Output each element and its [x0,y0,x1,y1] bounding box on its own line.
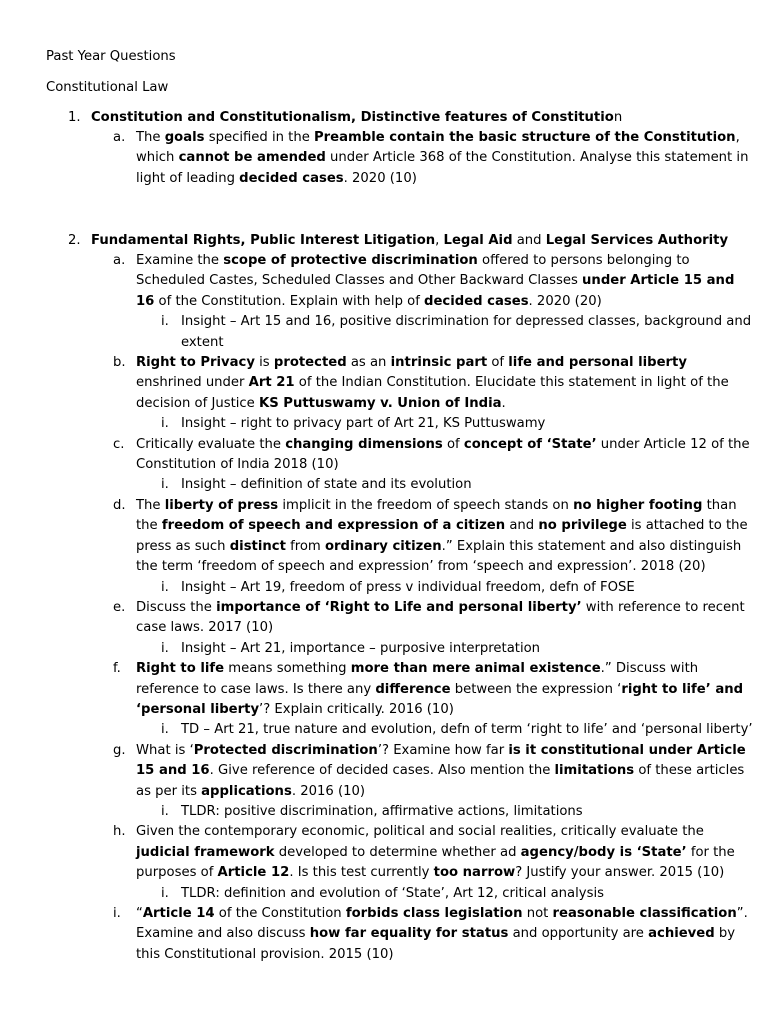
question-letter: e. [113,599,126,615]
question-text-run: goals [164,130,205,145]
insight-text: Insight – right to privacy part of Art 21, KS Puttuswamy [181,416,546,432]
question-letter: h. [113,824,126,840]
question-text-run: distinct [229,538,286,554]
question-letter: i. [113,906,121,921]
question-text-run: concept of ‘State’ [463,436,597,452]
insight-note [46,720,756,740]
document-subtitle: Constitutional Law [46,80,169,95]
question-text-run: enshrined under [136,375,249,391]
question-text-run: under Article 368 of the Constitution. Analyse this statement in light of leading [136,150,749,186]
question-text-run: life and personal liberty [508,355,687,371]
question-text-run: .” Explain this statement and also distinguish the term ‘freedom of speech and expression’ from ‘speech and expression’. 2018 (20) [136,538,742,575]
insight-number: i. [161,640,169,656]
question-text-run: and opportunity are [508,926,649,942]
question-text-run: forbids class legislation [345,906,523,921]
section [46,108,749,189]
question-text-run: KS Puttuswamy v. Union of India [258,395,502,411]
question [46,353,756,414]
question-text-run: judicial framework [136,844,275,860]
insight-text: Insight – Art 21, importance – purposive interpretation [181,640,541,656]
question-text-run: The [136,130,165,145]
insight-number: i. [161,885,169,901]
question-text-run: of the Constitution. Explain with help of [154,293,425,309]
section [46,231,753,965]
title-run: and [512,233,546,248]
question-text-run: freedom of speech and expression of a citizen [161,518,506,534]
section-number: 1. [68,110,81,125]
question [46,435,756,476]
question-text-run: applications [201,783,292,799]
question-text-run: scope of protective discrimination [223,253,478,268]
question-text-run: cannot be amended [178,150,326,166]
question-text-run: intrinsic part [390,355,488,371]
question-text-run: no privilege [538,518,627,534]
insight-number: i. [161,416,169,432]
insight-text: Insight – Art 15 and 16, positive discrimination for depressed classes, background and extent [181,314,752,350]
question-text-run: no higher footing [573,497,703,513]
question-text-run: more than mere animal existence [350,661,601,677]
insight-number: i. [161,477,169,493]
insight-note [46,884,756,904]
section-number: 2. [68,233,81,248]
question-text-run: of [442,436,464,452]
insight-note [46,639,756,659]
question-text-run: , which [136,130,740,166]
question [46,598,756,639]
question-text-run: of [487,355,509,371]
question-text-run: is [254,355,274,371]
question-text-run: too narrow [433,865,516,881]
question-text-run: .” Discuss with reference to case laws. Is there any [136,661,699,697]
insight-number: i. [161,579,169,595]
question-text-run: is it constitutional under Article 15 and 16 [136,742,746,779]
question-text-run: Art 21 [248,375,295,391]
question-text-run: is attached to the press as such [136,518,748,554]
insight-note [46,312,756,353]
title-run: Legal Services Authority [545,233,729,248]
question-text-run: ordinary citizen [324,538,442,554]
question-text-run: with reference to recent case laws. 2017 (10) [136,599,745,636]
question-text-run: Right to Privacy [136,355,255,371]
question-text-run: for the purposes of [136,844,735,881]
question-text-run: difference [375,681,451,697]
question-text-run: of the Constitution [214,906,346,921]
question-text-run: how far equality for status [309,926,509,942]
insight-note [46,578,756,598]
question [46,659,756,720]
question [46,741,756,802]
question-text-run: liberty of press [164,497,279,513]
insight-number: i. [161,722,169,738]
question-letter: f. [113,661,121,677]
title-run: Fundamental Rights, Public Interest Litigation [91,233,436,248]
question-text-run: . 2016 (10) [291,783,366,799]
question-text-run: decided cases [424,293,529,309]
question-text-run: Preamble contain the basic structure of the Constitution [314,130,736,145]
question-text-run: Article 12 [217,865,290,881]
question-text-run: of the Indian Constitution. Elucidate this statement in light of the decision of Justice [136,375,729,411]
question-text-run: achieved [648,926,715,942]
question-text-run: under Article 12 of the Constitution of India 2018 (10) [136,436,750,473]
question-letter: d. [113,497,126,513]
question-text-run: agency/body is ‘State’ [520,844,687,860]
insight-note [46,802,756,822]
title-run: , [435,233,444,248]
question-text-run: . 2020 (20) [528,293,602,309]
question-text-run: Discuss the [136,599,217,615]
insight-text: TD – Art 21, true nature and evolution, defn of term ‘right to life’ and ‘personal liberty’ [181,722,753,738]
question-text-run: and [505,518,539,534]
title-run: Constitution and Constitutionalism, Distinctive features of Constitutio [91,110,614,125]
question-text-run: by this Constitutional provision. 2015 (10) [136,926,736,962]
question-text-run: means something [224,661,351,677]
question-text-run: The [136,497,165,513]
question-text-run: Examine the [136,253,224,268]
question-text-run: developed to determine whether ad [274,844,521,860]
insight-note [46,475,756,495]
question-text-run: decided cases [239,170,344,186]
question-text-run: What is ‘ [136,742,194,758]
question-text-run: right to life’ and ‘personal liberty [136,681,744,717]
question-text-run: as an [346,355,391,371]
question-text-run: ’? Examine how far [377,742,509,758]
question-text-run: offered to persons belonging to Scheduled Castes, Scheduled Classes and Other Backward Classes [136,253,690,289]
insight-number: i. [161,803,169,819]
question-text-run: not [522,906,553,921]
title-run: Legal Aid [443,233,513,248]
question-letter: g. [113,742,126,758]
question-letter: c. [113,436,125,452]
question [46,822,756,883]
question [46,251,756,312]
question-text-run: ”. Examine and also discuss [136,906,748,942]
title-run: n [613,110,623,125]
insight-number: i. [161,314,169,330]
question-text-run: Critically evaluate the [136,436,286,452]
question-text-run: . Give reference of decided cases. Also mention the [209,763,555,779]
question-text-run: . 2020 (10) [343,170,417,186]
question-text-run: than the [136,497,737,534]
question-text-run: of these articles as per its [136,763,745,799]
question-text-run: protected [273,355,347,371]
question-text-run: limitations [554,763,635,779]
question-text-run: “ [136,906,143,921]
question-letter: a. [113,130,126,145]
question-text-run: specified in the [204,130,315,145]
question-text-run: ’? Explain critically. 2016 (10) [259,701,454,717]
question-text-run: changing dimensions [285,436,443,452]
insight-text: TLDR: definition and evolution of ‘State’, Art 12, critical analysis [181,885,604,901]
insight-note [46,414,756,434]
question-text-run: Protected discrimination [193,742,378,758]
question [46,496,756,578]
question-text-run: under Article 15 and 16 [136,273,735,309]
question-letter: b. [113,355,126,371]
question-text-run: reasonable classification [552,906,737,921]
question-text-run: from [285,538,325,554]
question [46,128,756,189]
question-text-run: . Is this test currently [289,865,434,881]
question-text-run: importance of ‘Right to Life and personal liberty’ [216,599,582,615]
insight-text: Insight – definition of state and its evolution [181,477,472,493]
question-text-run: between the expression ‘ [450,681,622,697]
question-letter: a. [113,253,126,268]
question-text-run: . [501,395,506,411]
insight-text: Insight – Art 19, freedom of press v individual freedom, defn of FOSE [181,579,635,595]
question [46,904,756,965]
question-text-run: Article 14 [142,906,215,921]
insight-text: TLDR: positive discrimination, affirmative actions, limitations [181,803,583,819]
question-text-run: Right to life [136,661,225,677]
document-title: Past Year Questions [46,49,176,64]
question-text-run: Given the contemporary economic, political and social realities, critically evaluate the [136,824,704,840]
question-text-run: implicit in the freedom of speech stands on [278,497,574,513]
question-text-run: ? Justify your answer. 2015 (10) [515,865,725,881]
